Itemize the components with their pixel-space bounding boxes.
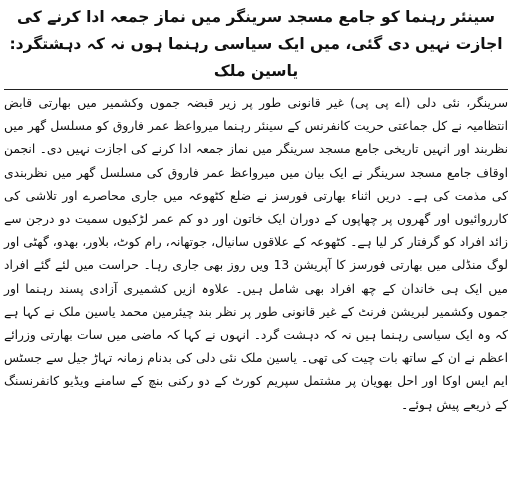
article-headline: سینئر رہنما کو جامع مسجد سرینگر میں نماز جمعہ ادا کرنے کی اجازت نہیں دی گئی، میں ایک سیاسی رہنما ہوں نہ کہ دہشتگرد: یاسین ملک: [9, 8, 503, 80]
headline-divider: [4, 89, 508, 90]
article-body: سرینگر، نئی دلی (اے پی پی) غیر قانونی طور پر زیر قبضہ جموں وکشمیر میں بھارتی قابض انتظامیہ نے کل جماعتی حریت کانفرنس کے سینئر رہنما میرواعظ عمر فاروق کو مسلسل گھر میں نظربند اور انہیں تاریخی جامع مسجد سرینگر میں نماز جمعہ ادا کرنے کی اجازت نہیں دی۔ انجمن اوقاف جامع مسجد سرینگر نے ایک بیان میں میرواعظ عمر فاروق کی مسلسل گھر میں نظربندی کی مذمت کی ہے۔ دریں اثناء بھارتی فورسز نے ضلع کٹھوعہ میں جاری محاصرے اور تلاشی کی کارروائیوں اور گھروں پر چھاپوں کے دوران ایک خاتون اور دو کم عمر لڑکیوں سمیت دو درجن سے زائد افراد کو گرفتار کر لیا ہے۔ کٹھوعہ کے علاقوں سانیال، جوتھانہ، رام کوٹ، بلاور، بھدو، گھٹی اور لوگ منڈلی میں بھارتی فورسز کا آپریشن 13 ویں روز بھی جاری رہا۔ حراست میں لئے گئے افراد میں ایک ہی خاندان کے چھ افراد بھی شامل ہیں۔ علاوہ ازیں کشمیری آزادی پسند رہنما اور جموں وکشمیر لبریشن فرنٹ کے غیر قانونی طور پر نظر بند چیئرمین محمد یاسین ملک نے کہا ہے کہ وہ ایک سیاسی رہنما ہیں نہ کہ دہشت گرد۔ انہوں نے کہا کہ ماضی میں سات بھارتی وزرائے اعظم نے ان کے ساتھ بات چیت کی تھی۔ یاسین ملک نئی دلی کی بدنام زمانہ تہاڑ جیل سے جسٹس ایم ایس اوکا اور احل بھویان پر مشتمل سپریم کورٹ کے دو رکنی بنچ کے سامنے ویڈیو کانفرنسنگ کے ذریعے پیش ہوئے۔: [4, 96, 508, 412]
